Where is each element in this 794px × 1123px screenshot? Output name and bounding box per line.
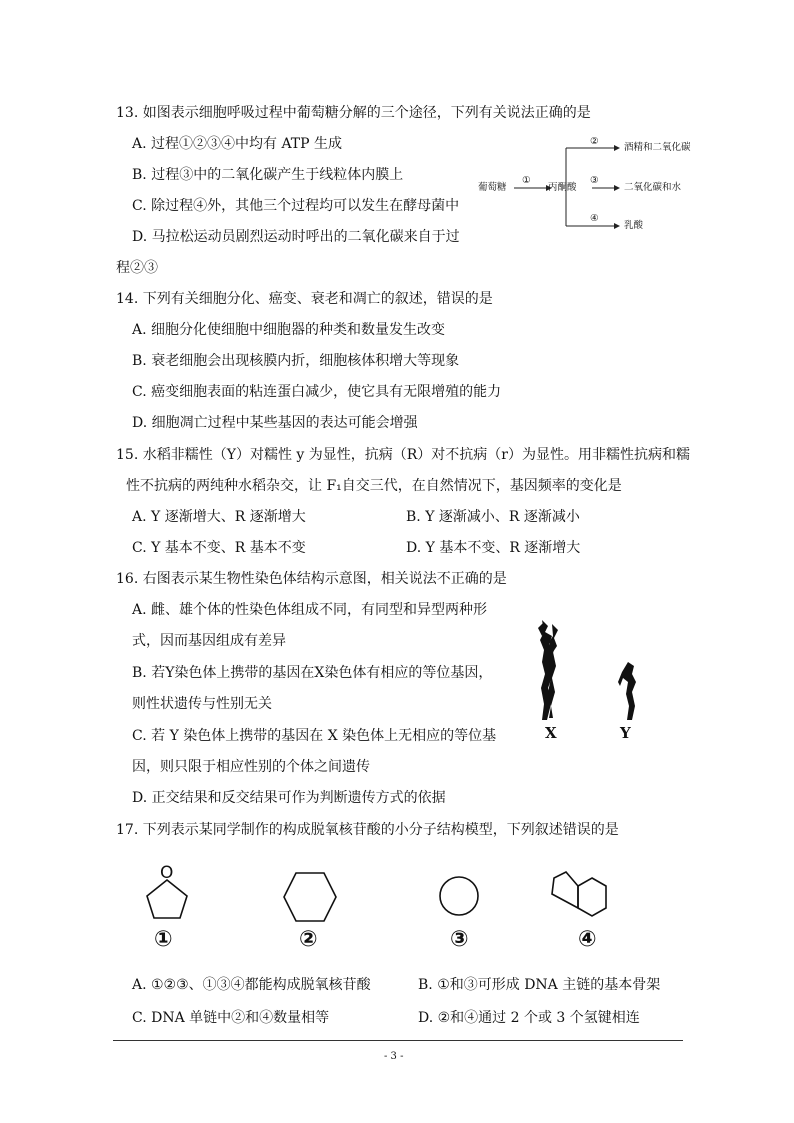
q17-label-2: ② [299, 927, 318, 952]
q16-line-b2: 则性状遗传与性别无关 [132, 696, 272, 712]
diagram-step1: ① [522, 175, 531, 186]
diagram-pyruvate: 丙酮酸 [548, 182, 577, 193]
q15-stem-line1: 15. 水稻非糯性（Y）对糯性 y 为显性，抗病（R）对不抗病（r）为显性。用非糯性抗病和糯 [116, 447, 690, 463]
q15-option-d: D. Y 基本不变、R 逐渐增大 [406, 540, 581, 556]
diagram-step2: ② [590, 136, 599, 147]
fused-ring-base-model [550, 864, 624, 930]
q13-option-b: B. 过程③中的二氧化碳产生于线粒体内膜上 [132, 167, 404, 183]
q16-line-c1: C. 若 Y 染色体上携带的基因在 X 染色体上无相应的等位基 [132, 728, 497, 744]
q17-stem: 17. 下列表示某同学制作的构成脱氧核苷酸的小分子结构模型，下列叙述错误的是 [116, 822, 619, 838]
diagram-glucose: 葡萄糖 [478, 182, 507, 193]
q16-line-a1: A. 雌、雄个体的性染色体组成不同，有同型和异型两种形 [132, 602, 488, 618]
q17-option-c: C. DNA 单链中②和④数量相等 [132, 1010, 330, 1026]
diagram-product-lactic-acid: 乳酸 [624, 220, 644, 231]
q16-stem: 16. 右图表示某生物性染色体结构示意图，相关说法不正确的是 [116, 571, 507, 587]
q15-option-c: C. Y 基本不变、R 基本不变 [132, 540, 306, 556]
q17-option-b: B. ①和③可形成 DNA 主链的基本骨架 [418, 977, 661, 993]
q17-label-3: ③ [450, 927, 469, 952]
q15-option-b: B. Y 逐渐减小、R 逐渐减小 [406, 509, 580, 525]
q14-option-c: C. 癌变细胞表面的粘连蛋白减少，使它具有无限增殖的能力 [132, 384, 502, 400]
page-number: - 3 - [384, 1051, 404, 1062]
q16-line-c2: 因，则只限于相应性别的个体之间遗传 [132, 759, 370, 775]
q16-line-b1: B. 若Y染色体上携带的基因在X染色体有相应的等位基因， [132, 665, 493, 681]
q17-option-d: D. ②和④通过 2 个或 3 个氢键相连 [418, 1010, 640, 1026]
diagram-product-alcohol-co2: 酒精和二氧化碳 [624, 142, 691, 153]
q17-label-1: ① [154, 927, 173, 952]
ring-oxygen-atom: O [160, 863, 174, 883]
q16-line-a2: 式，因而基因组成有差异 [132, 633, 286, 649]
q13-option-d-continuation: 程②③ [116, 260, 158, 276]
q16-line-d: D. 正交结果和反交结果可作为判断遗传方式的依据 [132, 790, 446, 806]
footer-divider [113, 1040, 683, 1041]
x-chromosome-label: X [545, 724, 557, 742]
q14-option-d: D. 细胞凋亡过程中某些基因的表达可能会增强 [132, 415, 418, 431]
q14-option-b: B. 衰老细胞会出现核膜内折，细胞核体积增大等现象 [132, 353, 460, 369]
hexagon-base-model [282, 870, 338, 924]
q17-label-4: ④ [578, 927, 597, 952]
q13-option-c: C. 除过程④外，其他三个过程均可以发生在酵母菌中 [132, 198, 460, 214]
diagram-step4: ④ [590, 213, 599, 224]
q13-stem: 13. 如图表示细胞呼吸过程中葡萄糖分解的三个途径，下列有关说法正确的是 [116, 105, 591, 121]
q15-stem-line2: 性不抗病的两纯种水稻杂交，让 F₁自交三代，在自然情况下，基因频率的变化是 [126, 478, 622, 494]
q17-option-a: A. ①②③、①③④都能构成脱氧核苷酸 [132, 977, 371, 993]
y-chromosome-image [616, 660, 640, 722]
q14-stem: 14. 下列有关细胞分化、癌变、衰老和凋亡的叙述，错误的是 [116, 291, 493, 307]
circle-phosphate-model [438, 875, 480, 917]
q15-option-a: A. Y 逐渐增大、R 逐渐增大 [132, 509, 306, 525]
diagram-product-co2-water: 二氧化碳和水 [624, 182, 682, 193]
x-chromosome-image [532, 618, 572, 723]
y-chromosome-label: Y [620, 724, 631, 742]
diagram-step3: ③ [590, 175, 599, 186]
q14-option-a: A. 细胞分化使细胞中细胞器的种类和数量发生改变 [132, 322, 446, 338]
q13-option-d: D. 马拉松运动员剧烈运动时呼出的二氧化碳来自于过 [132, 229, 460, 245]
q13-option-a: A. 过程①②③④中均有 ATP 生成 [132, 136, 343, 152]
